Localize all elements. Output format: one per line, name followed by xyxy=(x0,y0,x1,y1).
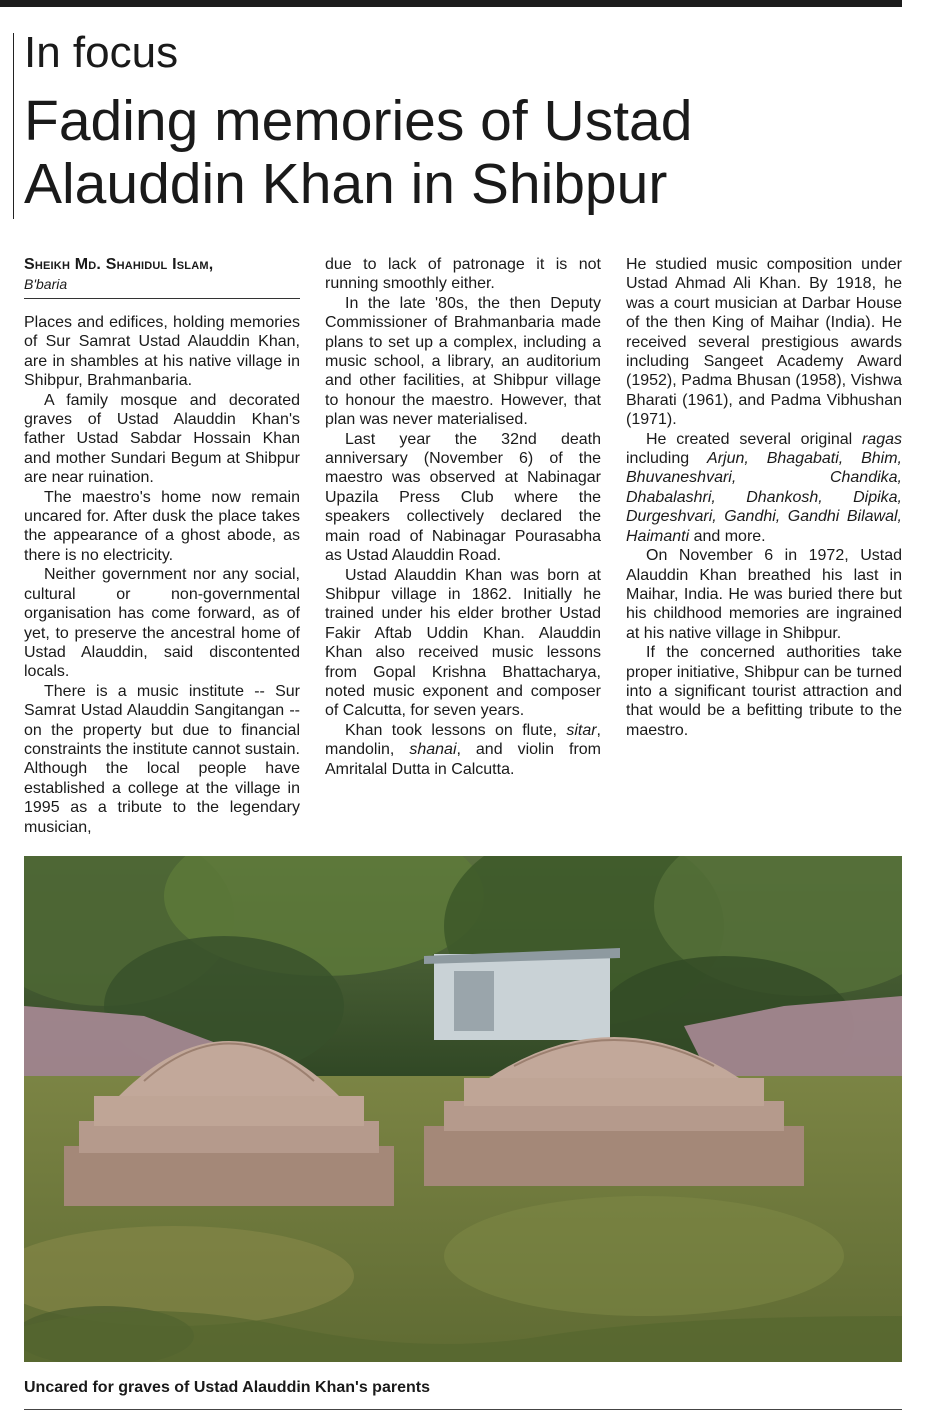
paragraph: Ustad Alauddin Khan was born at Shibpur village in 1862. Initially he trained under his elder brother Ustad Fakir Aftab Uddin Khan. Alauddin Khan also received music lessons from Gopal Krishna Bhattacharya, noted music exponent and composer of Calcutta, for seven years. xyxy=(325,566,601,720)
article-column-2 xyxy=(325,255,601,779)
author-location: B'baria xyxy=(24,276,68,292)
paragraph: Places and edifices, holding memories of Sur Samrat Ustad Alauddin Khan, are in shambles at his native village in Shibpur, Brahmanbaria. xyxy=(24,314,300,390)
author-name: Sheikh Md. Shahidul Islam, xyxy=(24,256,214,273)
text-run: He created several original xyxy=(646,430,862,448)
text-run: , mandolin, xyxy=(325,721,601,759)
paragraph xyxy=(325,721,601,779)
paragraph: He studied music composition under Ustad Ahmad Ali Khan. By 1918, he was a court musician at Darbar House of the then King of Maihar (India). He received several prestigious awards including Sangeet Academy Award (1952), Padma Bhusan (1958), Vishwa Bharati (1961), and Padma Vibhushan (1971). xyxy=(626,256,902,429)
headline: Fading memories of Ustad Alauddin Khan in Shibpur xyxy=(24,89,693,216)
graves-photo xyxy=(24,856,902,1362)
raga-list: Arjun, Bhagabati, Bhim, Bhuvaneshvari, Chandika, Dhabalashri, Dhankosh, Dipika, Durgeshvari, Gandhi, Gandhi Bilawal, Haimanti xyxy=(626,450,903,545)
photo-caption: Uncared for graves of Ustad Alauddin Khan's parents xyxy=(24,1379,430,1396)
article-column-3 xyxy=(626,255,902,740)
text-run: and more. xyxy=(689,527,766,545)
paragraph: There is a music institute -- Sur Samrat Ustad Alauddin Sangitangan -- on the property but due to financial constraints the institute cannot sustain. Although the local people have established a college at the village in 1995 as a tribute to the legendary musician, xyxy=(24,682,300,836)
paragraph xyxy=(626,430,902,546)
section-kicker: In focus xyxy=(24,28,179,77)
paragraph: In the late '80s, the then Deputy Commissioner of Brahmanbaria made plans to set up a complex, including a music school, a library, an auditorium and other facilities, at Shibpur village to honour the maestro. However, that plan was never materialised. xyxy=(325,294,601,429)
paragraph: A family mosque and decorated graves of Ustad Alauddin Khan's father Ustad Sabdar Hossain Khan and mother Sundari Begum at Shibpur are near ruination. xyxy=(24,391,300,487)
text-run: , and violin from Amritalal Dutta in Calcutta. xyxy=(325,741,601,778)
instrument-name: shanai xyxy=(409,741,457,759)
text-run: Khan took lessons on flute, xyxy=(345,721,567,739)
text-run: including xyxy=(626,450,708,468)
paragraph: If the concerned authorities take proper initiative, Shibpur can be turned into a significant tourist attraction and that would be a befitting tribute to the maestro. xyxy=(626,644,902,739)
article-column-1 xyxy=(24,313,300,837)
paragraph: The maestro's home now remain uncared for. After dusk the place takes the appearance of a ghost abode, as there is no electricity. xyxy=(24,488,300,564)
paragraph: On November 6 in 1972, Ustad Alauddin Khan breathed his last in Maihar, India. He was buried there but his childhood memories are ingrained at his native village in Shibpur. xyxy=(626,547,902,642)
byline xyxy=(24,255,300,293)
top-rule xyxy=(0,0,902,7)
paragraph: Neither government nor any social, cultural or non-governmental organisation has come forward, as of yet, to preserve the ancestral home of Ustad Alauddin, said discontented locals. xyxy=(24,566,300,681)
paragraph: Last year the 32nd death anniversary (November 6) of the maestro was observed at Nabinagar Upazila Press Club where the speakers collectively declared the main road of Nabinagar Pourasabha as Ustad Alauddin Road. xyxy=(325,430,601,565)
byline-rule xyxy=(24,298,300,299)
section-rule xyxy=(13,33,14,219)
ragas-term: ragas xyxy=(861,430,902,448)
paragraph: due to lack of patronage it is not running smoothly either. xyxy=(325,256,601,293)
bottom-rule xyxy=(24,1409,902,1410)
instrument-name: sitar xyxy=(566,721,597,739)
